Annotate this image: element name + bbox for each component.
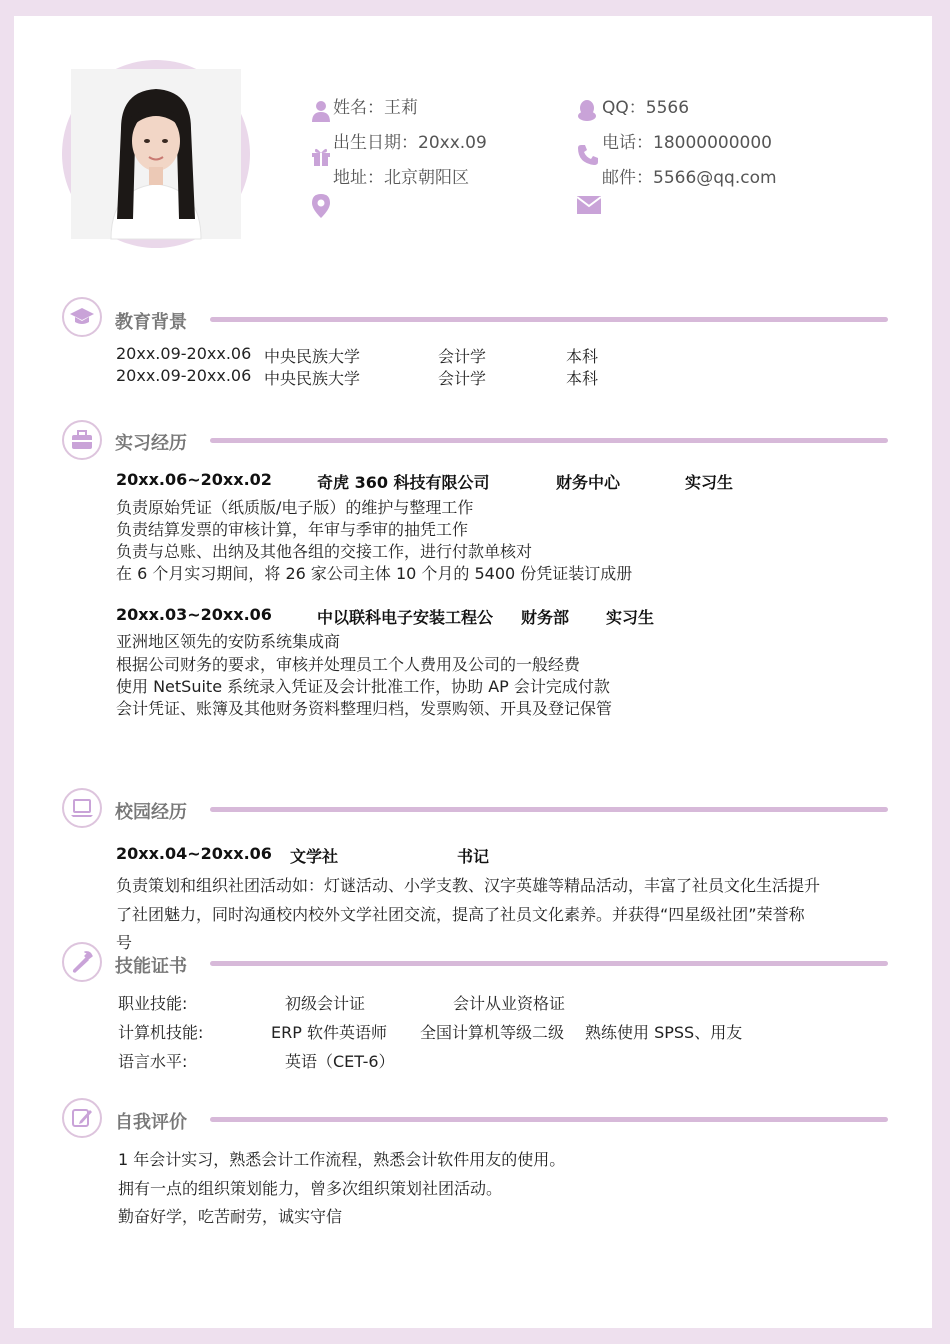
- section-divider: [210, 438, 888, 443]
- section-divider: [210, 807, 888, 812]
- intern-duty: 会计凭证、账簿及其他财务资料整理归档，发票购领、开具及登记保管: [116, 699, 613, 718]
- intern-role: 实习生: [685, 473, 734, 492]
- intern-period: 20xx.03~20xx.06: [116, 605, 272, 624]
- skill-item: 初级会计证: [285, 994, 366, 1013]
- location-icon: [312, 194, 330, 218]
- skill-item: ERP 软件英语师: [271, 1023, 387, 1042]
- skills-section-icon: [62, 942, 102, 982]
- briefcase-icon: [70, 428, 94, 452]
- edu-period: 20xx.09-20xx.06: [116, 344, 252, 363]
- skill-item: 熟练使用 SPSS、用友: [585, 1023, 743, 1042]
- intern-duty: 根据公司财务的要求，审核并处理员工个人费用及公司的一般经费: [116, 655, 581, 674]
- name-field: 姓名：王莉: [333, 98, 418, 118]
- resume-page: [14, 16, 932, 1328]
- intern-company: 中以联科电子安装工程公: [317, 608, 494, 627]
- address-field: 地址：北京朝阳区: [333, 168, 469, 188]
- user-icon: [312, 100, 330, 122]
- campus-desc: 了社团魅力，同时沟通校内校外文学社团交流，提高了社员文化素养。并获得“四星级社团”荣誉称: [116, 905, 805, 924]
- campus-section-icon: [62, 788, 102, 828]
- intern-duty: 负责与总账、出纳及其他各组的交接工作，进行付款单核对: [116, 542, 533, 561]
- intern-duty: 负责结算发票的审核计算，年审与季审的抽凭工作: [116, 520, 469, 539]
- edu-major: 会计学: [438, 347, 487, 366]
- intern-period: 20xx.06~20xx.02: [116, 470, 272, 489]
- edit-icon: [70, 1106, 94, 1130]
- section-divider: [210, 317, 888, 322]
- edu-major: 会计学: [438, 369, 487, 388]
- self-eval-line: 勤奋好学，吃苦耐劳，诚实守信: [118, 1207, 343, 1226]
- mail-icon: [577, 196, 601, 214]
- intern-duty: 在 6 个月实习期间，将 26 家公司主体 10 个月的 5400 份凭证装订成册: [116, 564, 633, 583]
- section-title-skills: 技能证书: [115, 956, 187, 977]
- edu-degree: 本科: [566, 347, 599, 366]
- section-title-campus: 校园经历: [115, 802, 187, 823]
- intern-duty: 负责原始凭证（纸质版/电子版）的维护与整理工作: [116, 498, 474, 517]
- intern-duty: 亚洲地区领先的安防系统集成商: [116, 632, 341, 651]
- campus-desc: 号: [116, 933, 133, 952]
- campus-desc: 负责策划和组织社团活动如：灯谜活动、小学支教、汉字英雄等精品活动，丰富了社员文化生活提升: [116, 876, 821, 895]
- qq-icon: [577, 100, 597, 122]
- skill-label: 语言水平:: [118, 1052, 188, 1071]
- portrait-photo: [71, 69, 241, 239]
- skill-item: 会计从业资格证: [453, 994, 566, 1013]
- section-title-education: 教育背景: [115, 312, 187, 333]
- skill-label: 职业技能:: [118, 994, 188, 1013]
- campus-desc-clip: [116, 930, 176, 952]
- campus-org: 文学社: [290, 847, 339, 866]
- edu-school: 中央民族大学: [264, 347, 361, 366]
- skill-label: 计算机技能:: [118, 1023, 204, 1042]
- birth-field: 出生日期：20xx.09: [333, 133, 487, 153]
- campus-role: 书记: [457, 847, 490, 866]
- section-title-self-eval: 自我评价: [115, 1112, 187, 1133]
- qq-field: QQ：5566: [602, 98, 690, 118]
- intern-dept: 财务部: [521, 608, 570, 627]
- skill-item: 全国计算机等级二级: [420, 1023, 565, 1042]
- self-eval-line: 拥有一点的组织策划能力，曾多次组织策划社团活动。: [118, 1179, 503, 1198]
- edu-degree: 本科: [566, 369, 599, 388]
- section-title-internship: 实习经历: [115, 433, 187, 454]
- intern-company: 奇虎 360 科技有限公司: [317, 473, 490, 492]
- self-eval-line: 1 年会计实习，熟悉会计工作流程，熟悉会计软件用友的使用。: [118, 1150, 566, 1169]
- email-field: 邮件：5566@qq.com: [602, 168, 777, 188]
- gift-icon: [311, 146, 331, 166]
- phone-icon: [577, 144, 599, 166]
- section-divider: [210, 961, 888, 966]
- education-section-icon: [62, 297, 102, 337]
- graduation-cap-icon: [70, 305, 94, 329]
- edu-period: 20xx.09-20xx.06: [116, 366, 252, 385]
- skill-item: 英语（CET-6）: [285, 1052, 395, 1071]
- laptop-icon: [70, 796, 94, 820]
- edu-school: 中央民族大学: [264, 369, 361, 388]
- wrench-icon: [70, 950, 94, 974]
- phone-field: 电话：18000000000: [602, 133, 772, 153]
- intern-dept: 财务中心: [556, 473, 621, 492]
- internship-section-icon: [62, 420, 102, 460]
- section-divider: [210, 1117, 888, 1122]
- campus-period: 20xx.04~20xx.06: [116, 844, 272, 863]
- avatar: [62, 60, 250, 248]
- intern-role: 实习生: [606, 608, 655, 627]
- self-eval-section-icon: [62, 1098, 102, 1138]
- intern-duty: 使用 NetSuite 系统录入凭证及会计批准工作，协助 AP 会计完成付款: [116, 677, 610, 696]
